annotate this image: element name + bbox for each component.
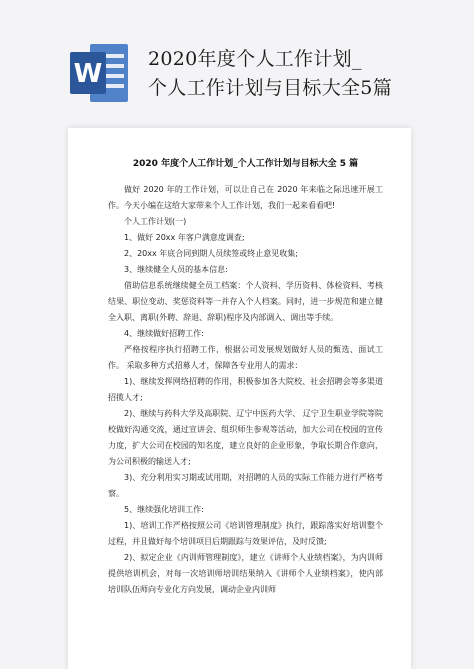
paragraph: 5、继续强化培训工作: <box>124 505 204 514</box>
paragraph: 4、继续做好招聘工作: <box>124 329 204 338</box>
paragraph: 1)、继续发挥网络招聘的作用，积极参加各大院校、社会招聘会等多渠道招揽人才; <box>108 377 383 402</box>
word-document-icon <box>68 38 130 108</box>
document-heading: 2020 年度个人工作计划_个人工作计划与目标大全 5 篇 <box>132 159 359 169</box>
paragraph: 严格按程序执行招聘工作，根据公司发展规划做好人员的甄选、面试工作。 采取多种方式招募人才，保障各专业用人的需求： <box>108 345 383 370</box>
paragraph: 个人工作计划(一) <box>124 217 187 226</box>
paragraph: 借助信息系统继续健全员工档案：个人资料、学历资料、体检资料、考核结果、职位变动、奖惩资料等一并存入个人档案。同时，进一步规范和建立健全入职、离职(外聘、辞退、辞职)程序及内部调入、调出等手续。 <box>108 281 383 322</box>
document-page <box>68 128 411 669</box>
paragraph: 2、20xx 年底合同到期人员续签或终止意见收集; <box>124 249 298 258</box>
page-title-line-1: 2020年度个人工作计划_ <box>148 48 362 70</box>
icon-letter: W <box>73 59 103 89</box>
paragraph: 做好 2020 年的工作计划，可以让自己在 2020 年来临之际迅速开展工作。今天小编在这给大家带来个人工作计划，我们一起来看看吧! <box>108 185 383 210</box>
page-title-line-2: 个人工作计划与目标大全5篇 <box>148 77 392 99</box>
paragraph: 2)、拟定企业《内训师管理制度》，建立《讲师个人业绩档案》，为内训师提供培训机会，对每一次培训师培训结果纳入《讲师个人业绩档案》，使内部培训队伍师向专业化方向发展，调动企业内训师 <box>108 553 383 594</box>
paragraph: 2)、继续与药科大学及高职院、辽宁中医药大学、 辽宁卫生职业学院等院校做好沟通交流，通过宣讲会、组织师生参观等活动，加大公司在校园的宣传力度，扩大公司在校园的知名度，建立良好的企业形象，争取长期合作意向，为公司积极的输送人才; <box>108 409 383 466</box>
paragraph: 3)、充分利用实习期或试用期，对招聘的人员的实际工作能力进行严格考察。 <box>108 473 383 498</box>
page-header <box>0 0 474 118</box>
paragraph: 1、做好 20xx 年客户满意度调查; <box>124 233 245 242</box>
paragraph: 1)、培训工作严格按照公司《培训管理制度》执行，跟踪落实好培训整个过程，并且做好每个培训项目后期跟踪与效果评估，及时反馈; <box>108 521 383 546</box>
paragraph: 3、继续健全人员的基本信息: <box>124 265 228 274</box>
